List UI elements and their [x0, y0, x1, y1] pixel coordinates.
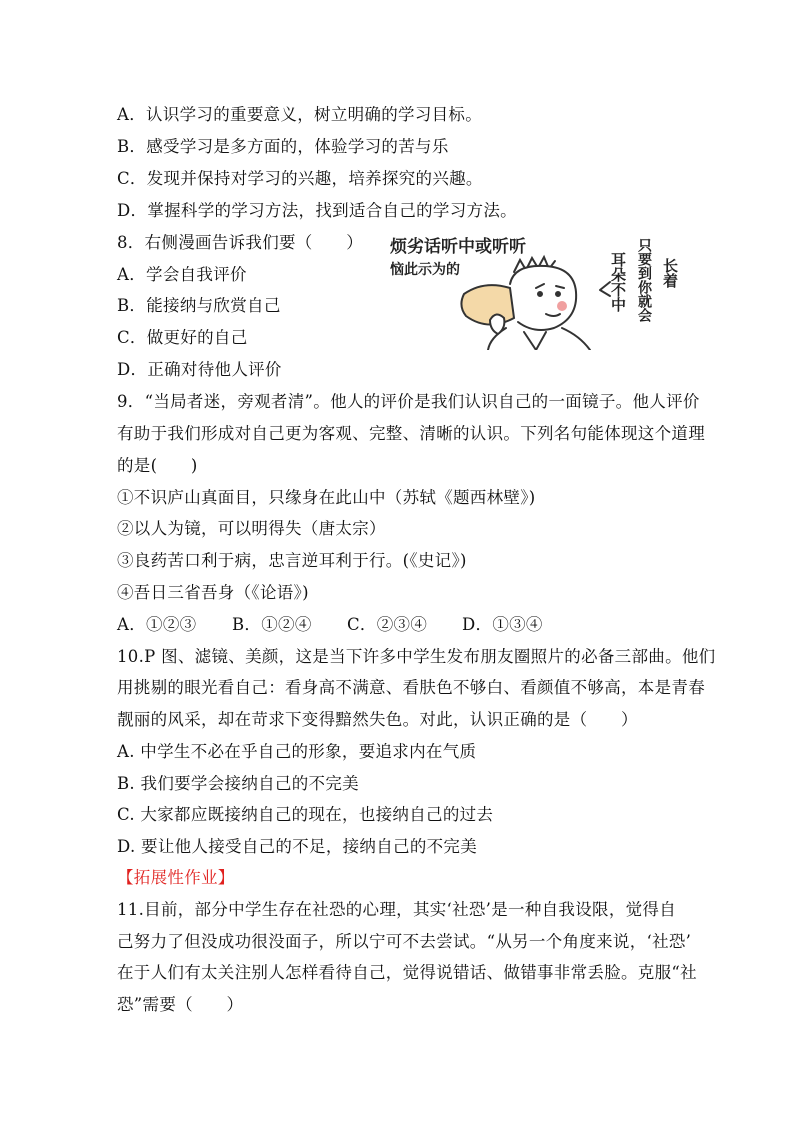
cartoon-caption-col-c: 长着	[661, 258, 679, 288]
q9-statement-3: ③良药苦口利于病，忠言逆耳利于行。(《史记》)	[117, 551, 467, 570]
q10-stem-line-1: 10.P 图、滤镜、美颜，这是当下许多中学生发布朋友圈照片的必备三部曲。他们	[117, 647, 716, 666]
cartoon-figure	[461, 257, 610, 350]
q7-option-a: A．认识学习的重要意义，树立明确的学习目标。	[117, 105, 483, 124]
q10-stem-line-3: 靓丽的风采，却在苛求下变得黯然失色。对此，认识正确的是（ ）	[117, 710, 638, 729]
q10-option-b: B. 我们要学会接纳自己的不完美	[117, 774, 359, 793]
q8-stem: 8．右侧漫画告诉我们要（ ）	[117, 233, 363, 252]
q7-option-c: C．发现并保持对学习的兴趣，培养探究的兴趣。	[117, 169, 483, 188]
q8-option-b: B．能接纳与欣赏自己	[117, 296, 281, 315]
cartoon-illustration	[386, 232, 698, 350]
q10-stem-line-2: 用挑剔的眼光看自己：看身高不满意、看肤色不够白、看颜值不够高，本是青春	[117, 678, 705, 697]
q9-option-d: D．①③④	[462, 615, 543, 634]
q11-stem-line-3: 在于人们有太关注别人怎样看待自己，觉得说错话、做错事非常丢脸。克服“社	[117, 963, 697, 982]
q11-stem-line-4: 恐”需要（ ）	[117, 995, 244, 1014]
cartoon-caption-row1: 烦劣话听中或听听	[390, 237, 526, 257]
cartoon-caption-col-b: 只要到你就会	[636, 238, 652, 322]
q10-option-c: C. 大家都应既接纳自己的现在，也接纳自己的过去	[117, 805, 494, 824]
q8-option-a: A．学会自我评价	[117, 265, 247, 284]
q8-option-d: D．正确对待他人评价	[117, 360, 282, 379]
q7-option-d: D．掌握科学的学习方法，找到适合自己的学习方法。	[117, 201, 517, 220]
q9-statement-4: ④吾日三省吾身（《论语》)	[117, 583, 309, 602]
q11-stem-line-1: 11.目前，部分中学生存在社恐的心理，其实‘社恐’是一种自我设限，觉得自	[117, 900, 677, 919]
q10-option-d: D. 要让他人接受自己的不足，接纳自己的不完美	[117, 837, 478, 856]
q9-statement-1: ①不识庐山真面目，只缘身在此山中（苏轼《题西林壁》)	[117, 488, 536, 507]
q9-options	[117, 613, 543, 637]
q9-option-b: B．①②④	[232, 615, 312, 634]
cartoon-caption-col-a: 耳朵不中	[609, 252, 627, 312]
q9-stem-line-3: 的是( )	[117, 456, 198, 475]
section-heading: 【拓展性作业】	[117, 868, 235, 887]
q9-stem-line-2: 有助于我们形成对自己更为客观、完整、清晰的认识。下列名句能体现这个道理	[117, 424, 705, 443]
q11-stem-line-2: 己努力了但没成功很没面子，所以宁可不去尝试。“从另一个角度来说，‘社恐’	[117, 932, 692, 951]
q9-option-c: C．②③④	[347, 615, 428, 634]
q9-option-a: A．①②③	[117, 615, 197, 634]
q10-option-a: A. 中学生不必在乎自己的形象，要追求内在气质	[117, 742, 477, 761]
q8-option-c: C．做更好的自己	[117, 328, 248, 347]
q7-option-b: B．感受学习是多方面的，体验学习的苦与乐	[117, 137, 449, 156]
q9-stem-line-1: 9．“当局者迷，旁观者清”。他人的评价是我们认识自己的一面镜子。他人评价	[117, 392, 700, 411]
q9-statement-2: ②以人为镜，可以明得失（唐太宗）	[117, 519, 386, 538]
cartoon-caption-row2: 恼此示为的	[390, 262, 460, 278]
